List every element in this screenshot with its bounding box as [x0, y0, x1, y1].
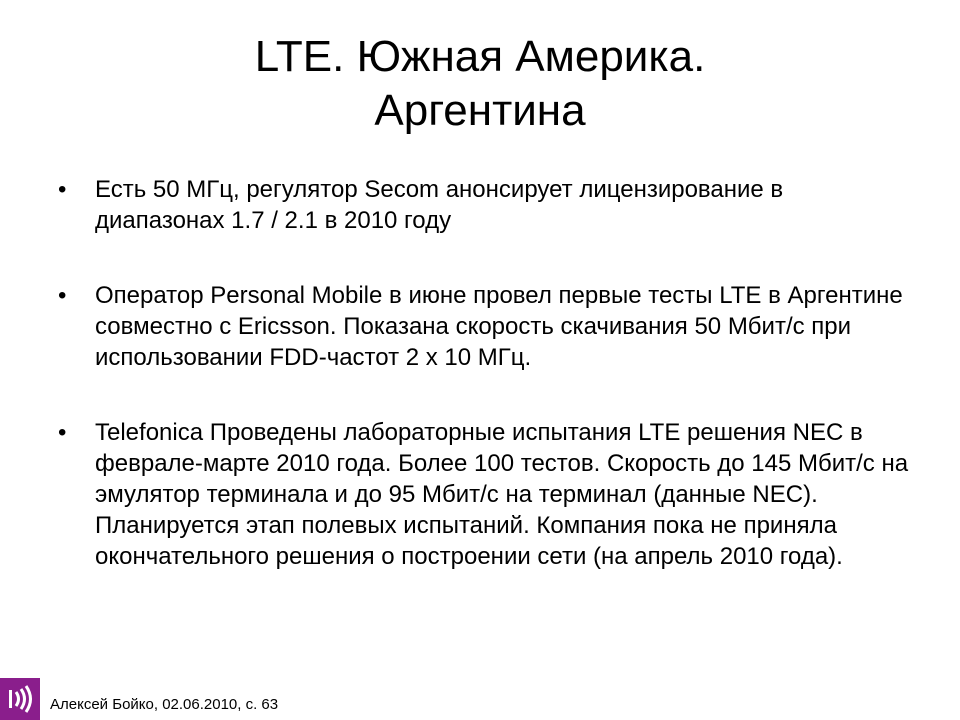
- bullet-text-personal-mobile: Оператор Personal Mobile в июне провел первые тесты LTE в Аргентине совместно с Ericsson. Показана скорость скачивания 50 Мбит/с при использовании FDD-частот 2 х 10 МГц.: [95, 282, 903, 371]
- slide-title-line-2: Аргентина: [374, 86, 586, 135]
- bullet-item-personal-mobile: [58, 280, 918, 373]
- signal-waves-icon: [0, 678, 40, 720]
- bullet-item-telefonica: [58, 417, 918, 572]
- bullet-text-spectrum: Есть 50 МГц, регулятор Secom анонсирует лицензирование в диапазонах 1.7 / 2.1 в 2010 году: [95, 176, 784, 234]
- bullet-text-telefonica: Telefonica Проведены лабораторные испытания LTE решения NEC в феврале-марте 2010 года. Более 100 тестов. Скорость до 145 Мбит/с на эмулятор терминала и до 95 Мбит/с на терминал (данные NEC). Планируется этап полевых испытаний. Компания пока не приняла окончательного решения о построении сети (на апрель 2010 года).: [95, 419, 909, 570]
- bullet-marker: •: [58, 176, 67, 203]
- bullet-item-spectrum: [58, 174, 918, 236]
- bullet-marker: •: [58, 282, 67, 309]
- slide-title-line-1: LTE. Южная Америка.: [254, 32, 706, 81]
- footer-author-date-page: Алексей Бойко, 02.06.2010, с. 63: [50, 696, 279, 713]
- bullet-marker: •: [58, 419, 67, 446]
- bullet-list: [58, 174, 918, 616]
- slide-title: [0, 30, 960, 138]
